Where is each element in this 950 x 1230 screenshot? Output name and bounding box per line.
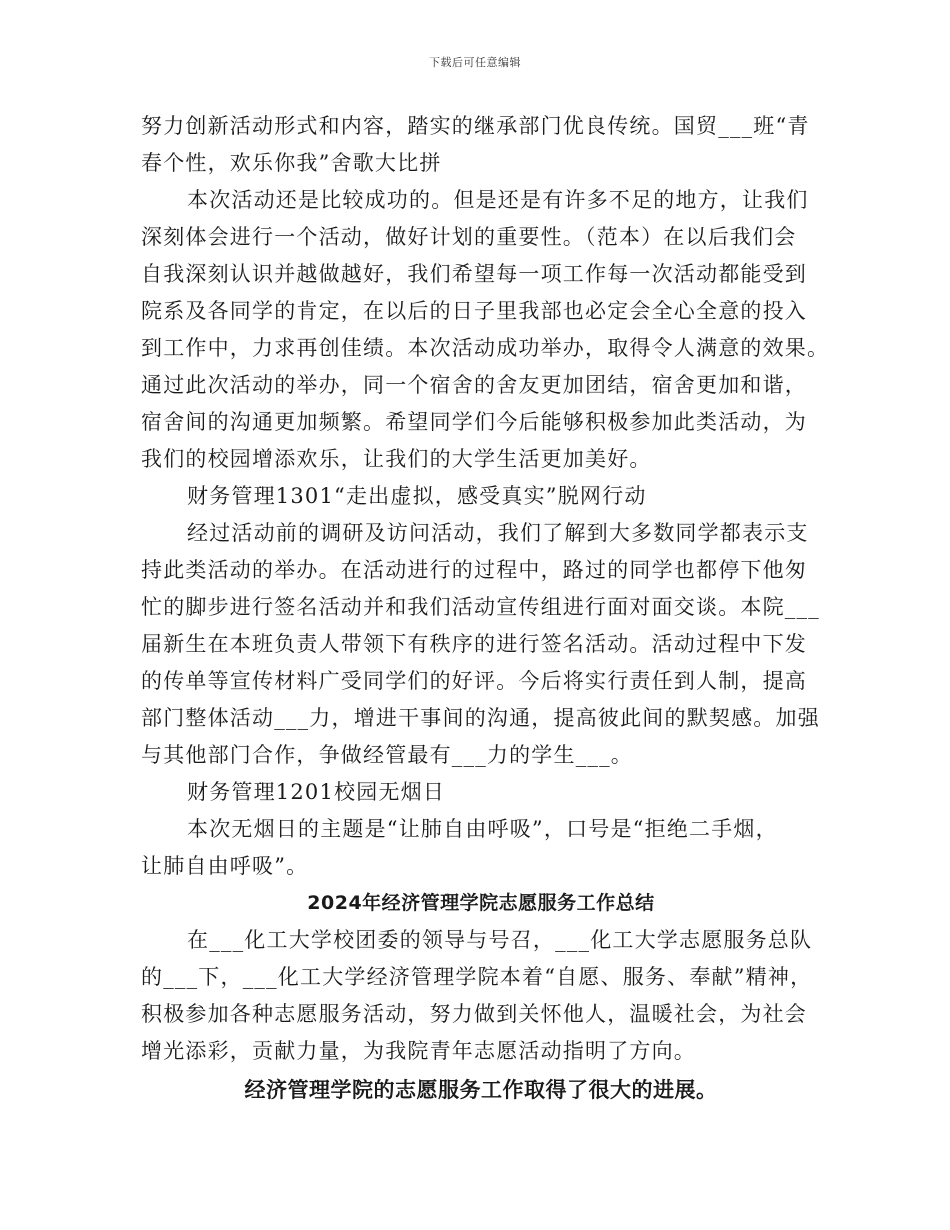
- section-title: 财务管理1201校园无烟日: [187, 780, 446, 804]
- document-heading: 2024年经济管理学院志愿服务工作总结: [307, 892, 655, 914]
- text-line: 持此类活动的举办。在活动进行的过程中，路过的同学也都停下他匆: [141, 558, 807, 582]
- text-line: 努力创新活动形式和内容，踏实的继承部门优良传统。国贸___班“青: [141, 114, 810, 138]
- text-line: 部门整体活动___力，增进干事间的沟通，提高彼此间的默契感。加强: [141, 706, 820, 730]
- section-title: 财务管理1301“走出虚拟，感受真实”脱网行动: [187, 484, 647, 508]
- text-line: 届新生在本班负责人带领下有秩序的进行签名活动。活动过程中下发: [141, 632, 807, 656]
- text-line: 院系及各同学的肯定，在以后的日子里我部也必定会全心全意的投入: [141, 299, 807, 323]
- paragraph-start: 在___化工大学校团委的领导与号召，___化工大学志愿服务总队: [187, 928, 813, 952]
- text-line: 通过此次活动的举办，同一个宿舍的舍友更加团结，宿舍更加和谐，: [141, 373, 807, 397]
- text-line: 积极参加各种志愿服务活动，努力做到关怀他人，温暖社会，为社会: [141, 1002, 807, 1026]
- text-line: 忙的脚步进行签名活动并和我们活动宣传组进行面对面交谈。本院___: [141, 595, 820, 619]
- paragraph-start: 本次活动还是比较成功的。但是还是有许多不足的地方，让我们: [187, 188, 809, 212]
- text-line: 宿舍间的沟通更加频繁。希望同学们今后能够积极参加此类活动，为: [141, 410, 807, 434]
- text-line: 的___下，___化工大学经济管理学院本着“自愿、服务、奉献”精神，: [141, 965, 813, 989]
- text-line: 深刻体会进行一个活动，做好计划的重要性。（范本）在以后我们会: [141, 225, 797, 249]
- text-line: 我们的校园增添欢乐，让我们的大学生活更加美好。: [141, 447, 652, 471]
- paragraph-start: 本次无烟日的主题是“让肺自由呼吸”，口号是“拒绝二手烟，: [187, 817, 778, 841]
- text-line: 让肺自由呼吸”。: [141, 854, 309, 878]
- text-line: 的传单等宣传材料广受同学们的好评。今后将实行责任到人制，提高: [141, 669, 807, 693]
- text-line: 与其他部门合作，争做经管最有___力的学生___。: [141, 743, 633, 767]
- paragraph-start: 经过活动前的调研及访问活动，我们了解到大多数同学都表示支: [187, 521, 809, 545]
- text-line: 自我深刻认识并越做越好，我们希望每一项工作每一次活动都能受到: [141, 262, 807, 286]
- text-line: 增光添彩，贡献力量，为我院青年志愿活动指明了方向。: [141, 1039, 696, 1063]
- page-header: 下载后可任意编辑: [429, 56, 521, 69]
- text-line: 到工作中，力求再创佳绩。本次活动成功举办，取得令人满意的效果。: [141, 336, 830, 360]
- text-line: 春个性，欢乐你我”舍歌大比拼: [141, 151, 442, 175]
- document-body: [141, 108, 830, 1110]
- bold-summary-line: 经济管理学院的志愿服务工作取得了很大的进展。: [244, 1077, 718, 1102]
